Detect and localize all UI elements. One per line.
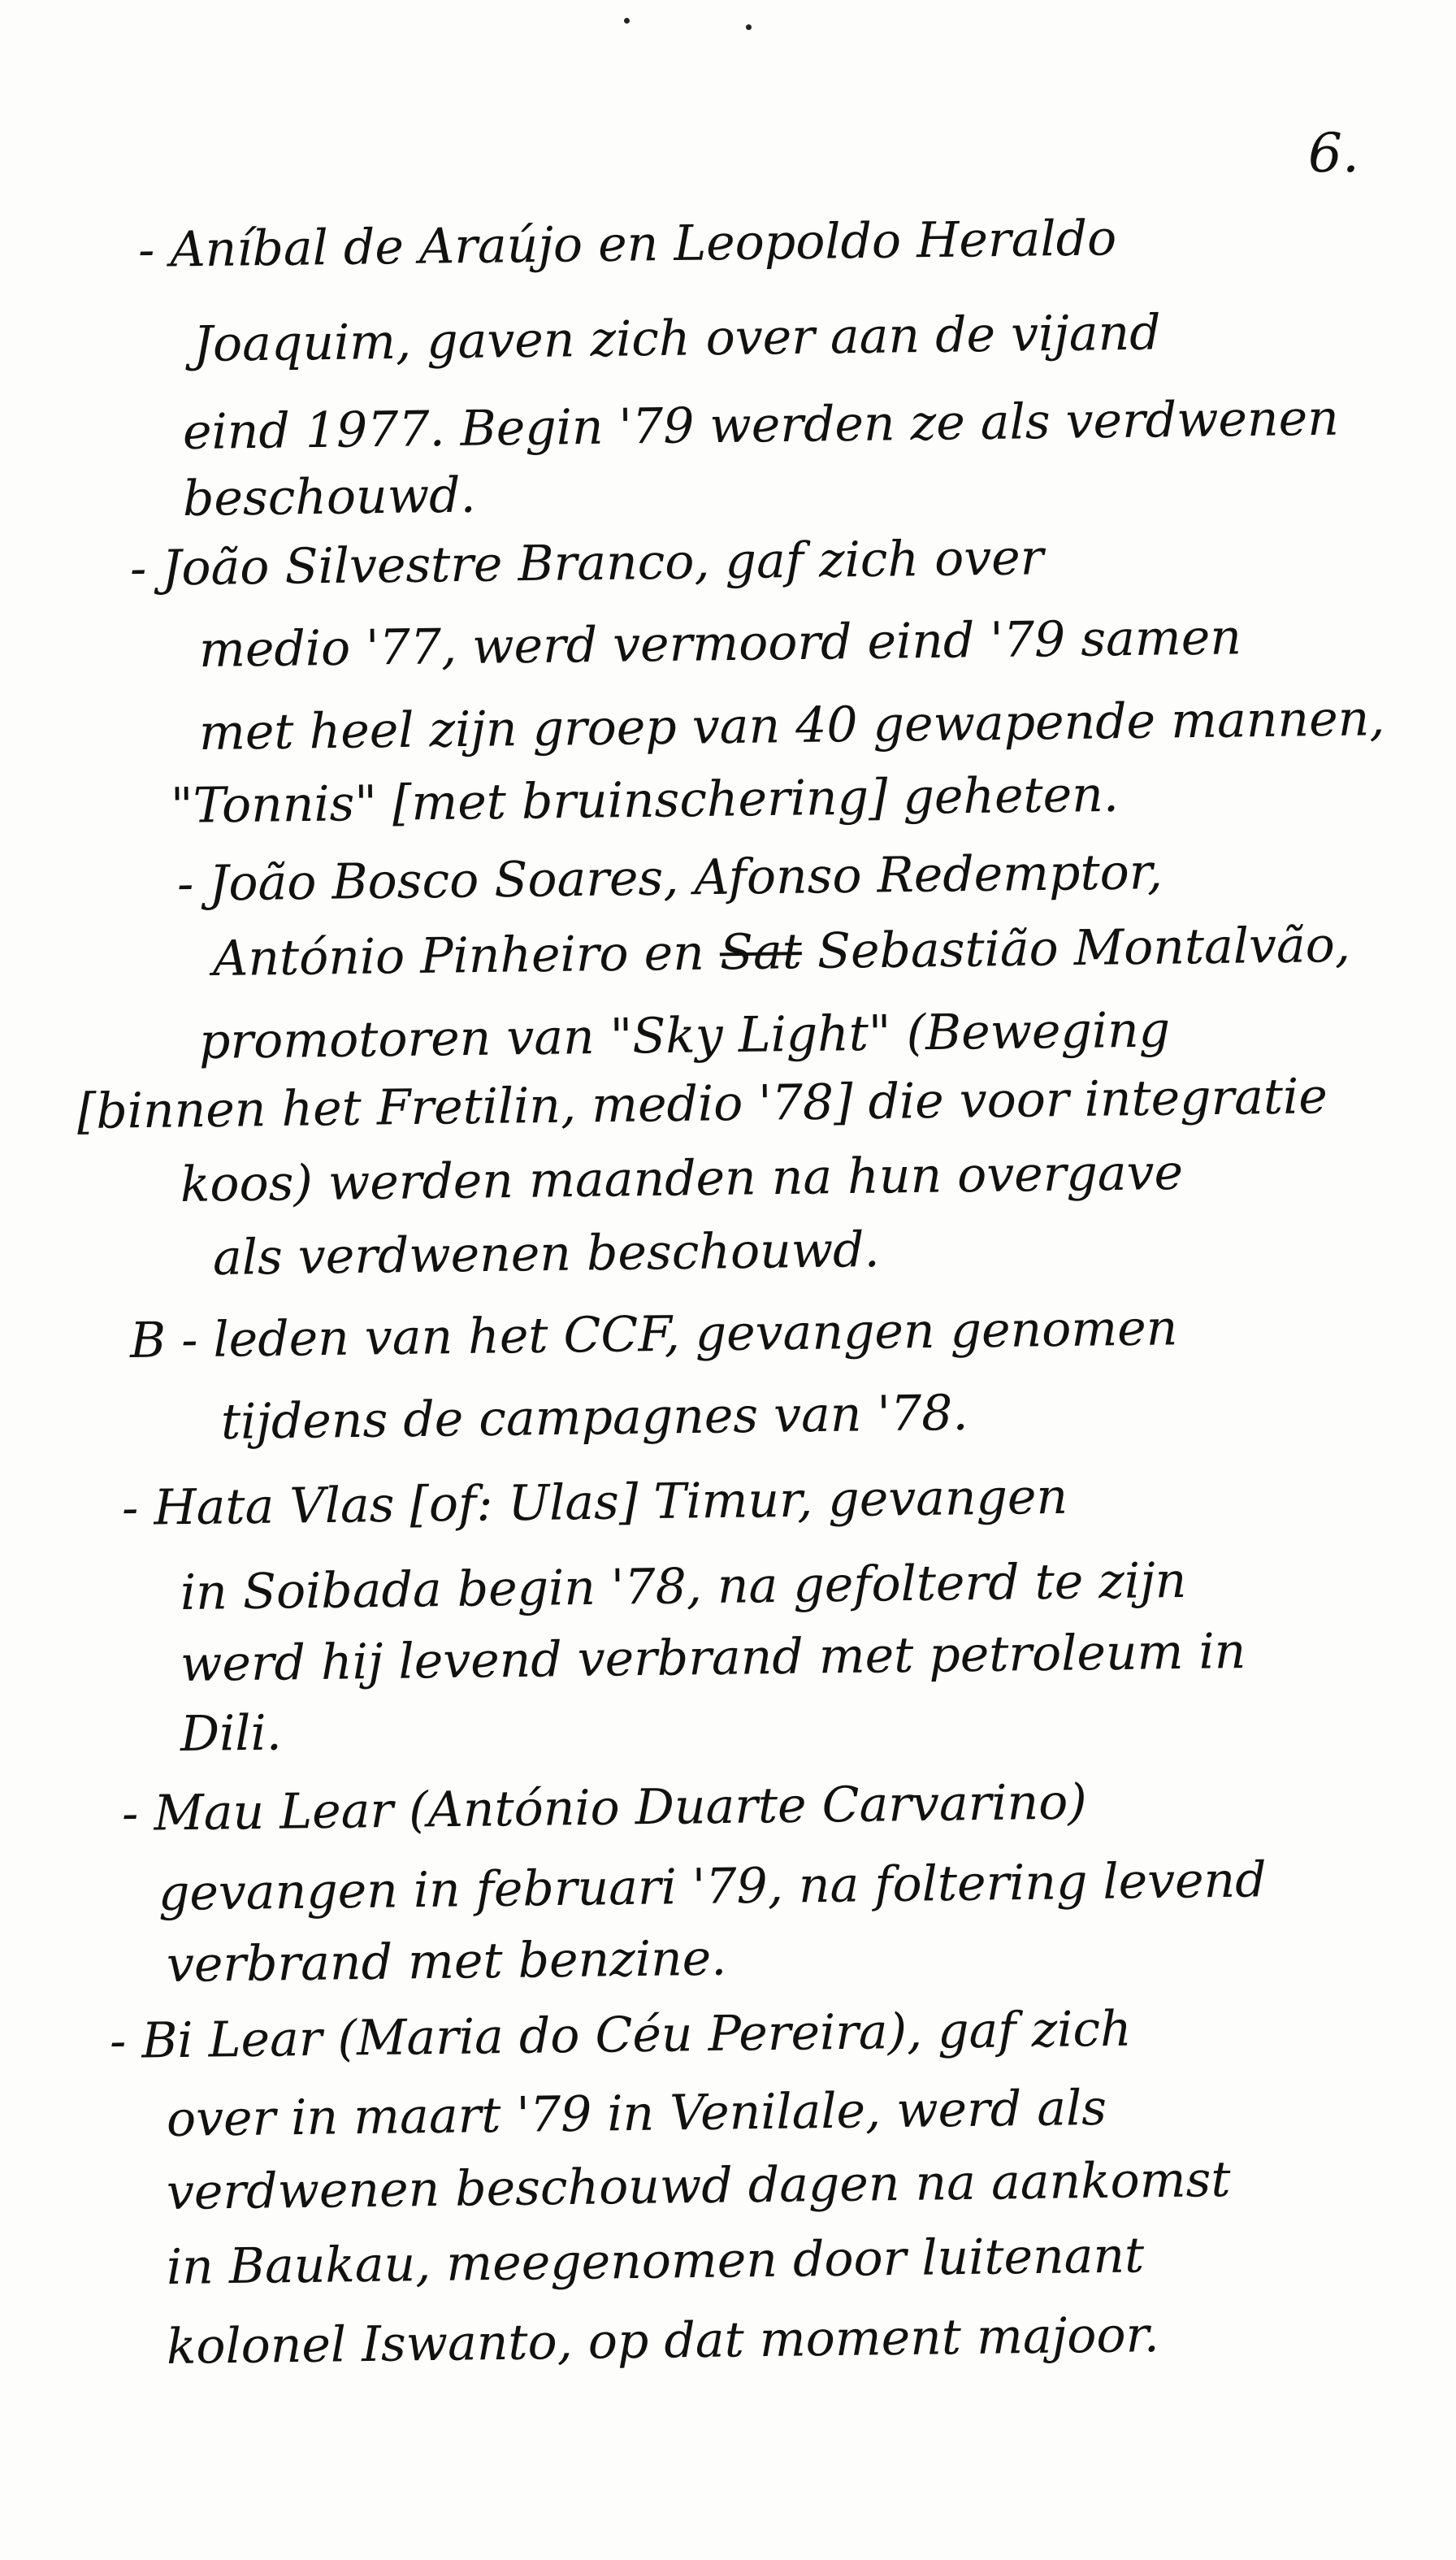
text-segment: António Pinheiro en <box>212 924 705 987</box>
text-line: Dili. <box>180 1704 283 1763</box>
text-line <box>212 916 1351 987</box>
text-line: - Bi Lear (Maria do Céu Pereira), gaf zich <box>109 2000 1133 2070</box>
text-line: beschouwd. <box>182 466 476 527</box>
text-line: als verdwenen beschouwd. <box>212 1221 880 1287</box>
text-line: koos) werden maanden na hun overgave <box>180 1143 1184 1213</box>
text-line: "Tonnis" [met bruinschering] geheten. <box>170 766 1120 835</box>
text-line: met heel zijn groep van 40 gewapende mannen, <box>198 690 1385 761</box>
text-line: - João Bosco Soares, Afonso Redemptor, <box>176 844 1164 913</box>
text-line: tijdens de campagnes van '78. <box>220 1384 968 1451</box>
text-line: over in maart '79 in Venilale, werd als <box>166 2079 1107 2148</box>
text-line: in Baukau, meegenomen door luitenant <box>166 2227 1145 2296</box>
text-segment: Sebastião Montalvão, <box>817 916 1351 980</box>
text-line: medio '77, werd vermoord eind '79 samen <box>198 609 1242 679</box>
text-line: verbrand met benzine. <box>166 1929 727 1994</box>
text-line: eind 1977. Begin '79 werden ze als verdwenen <box>182 389 1340 461</box>
text-line: - Aníbal de Araújo en Leopoldo Heraldo <box>137 210 1117 279</box>
text-line: - João Silvestre Branco, gaf zich over <box>129 529 1044 597</box>
text-line: in Soibada begin '78, na gefolterd te zijn <box>180 1551 1187 1621</box>
struck-word: Sat <box>719 923 803 982</box>
text-line: werd hij levend verbrand met petroleum in <box>180 1622 1246 1693</box>
section-heading: B - leden van het CCF, gevangen genomen <box>129 1300 1178 1369</box>
text-line: Joaquim, gaven zich over aan de vijand <box>193 304 1162 373</box>
ink-speck <box>746 24 752 30</box>
text-line: verdwenen beschouwd dagen na aankomst <box>166 2151 1231 2221</box>
text-line: [binnen het Fretilin, medio '78] die voor integratie <box>76 1068 1328 1140</box>
text-line: promotoren van "Sky Light" (Beweging <box>198 1001 1171 1070</box>
text-line: gevangen in februari '79, na foltering levend <box>158 1851 1268 1922</box>
text-line: - Mau Lear (António Duarte Carvarino) <box>121 1773 1088 1842</box>
text-line: kolonel Iswanto, op dat moment majoor. <box>166 2306 1160 2376</box>
page-number: 6. <box>1308 122 1359 184</box>
ink-speck <box>624 18 630 24</box>
text-line: - Hata Vlas [of: Ulas] Timur, gevangen <box>121 1468 1068 1537</box>
